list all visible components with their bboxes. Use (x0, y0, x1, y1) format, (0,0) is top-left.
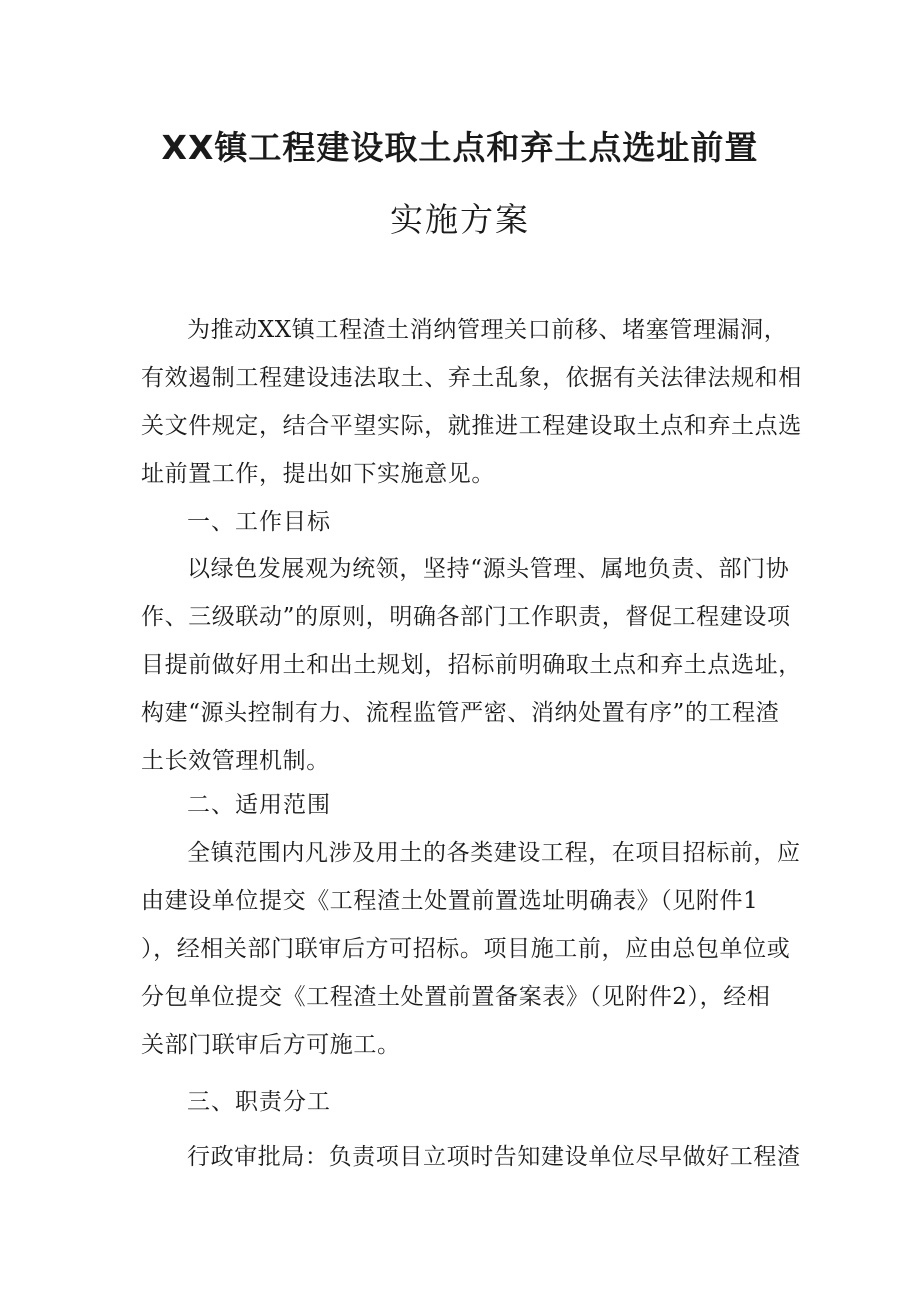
section-1-line: 土长效管理机制。 (141, 748, 330, 774)
section-1-paragraph (141, 545, 801, 785)
intro-paragraph (141, 306, 801, 498)
section-1-line: 构建“源头控制有力、流程监管严密、消纳处置有序”的工程渣 (141, 700, 780, 726)
section-2-paragraph (141, 829, 801, 1069)
intro-line: 址前置工作，提出如下实施意见。 (141, 461, 495, 487)
section-2-line: 分包单位提交《工程渣土处置前置备案表》（见附件2），经相 (141, 984, 771, 1010)
section-1-line: 目提前做好用土和出土规划，招标前明确取土点和弃土点选址， (141, 652, 802, 678)
section-2-heading: 二、适用范围 (187, 792, 331, 818)
section-1-line: 以绿色发展观为统领，坚持“源头管理、属地负责、部门协 (187, 556, 790, 582)
section-2-line: 关部门联审后方可施工。 (141, 1032, 401, 1058)
intro-line: 关文件规定，结合平望实际，就推进工程建设取土点和弃土点选 (141, 413, 802, 439)
section-3-heading: 三、职责分工 (187, 1089, 331, 1115)
section-2-line: ），经相关部门联审后方可招标。项目施工前，应由总包单位或 (141, 936, 791, 962)
section-2-line: 全镇范围内凡涉及用土的各类建设工程，在项目招标前，应 (187, 840, 801, 866)
document-title-line-2: 实施方案 (390, 200, 530, 239)
intro-line: 有效遏制工程建设违法取土、弃土乱象，依据有关法律法规和相 (141, 365, 802, 391)
section-1-line: 作、三级联动”的原则，明确各部门工作职责，督促工程建设项 (141, 604, 791, 630)
section-1-heading: 一、工作目标 (187, 509, 331, 535)
section-3-paragraph (141, 1133, 801, 1181)
document-title-line-1: XX镇工程建设取土点和弃土点选址前置 (161, 128, 759, 167)
section-2-line: 由建设单位提交《工程渣土处置前置选址明确表》（见附件1 (141, 888, 759, 914)
intro-line: 为推动XX镇工程渣土消纳管理关口前移、堵塞管理漏洞， (187, 317, 788, 343)
section-3-line: 行政审批局：负责项目立项时告知建设单位尽早做好工程渣 (187, 1144, 801, 1170)
